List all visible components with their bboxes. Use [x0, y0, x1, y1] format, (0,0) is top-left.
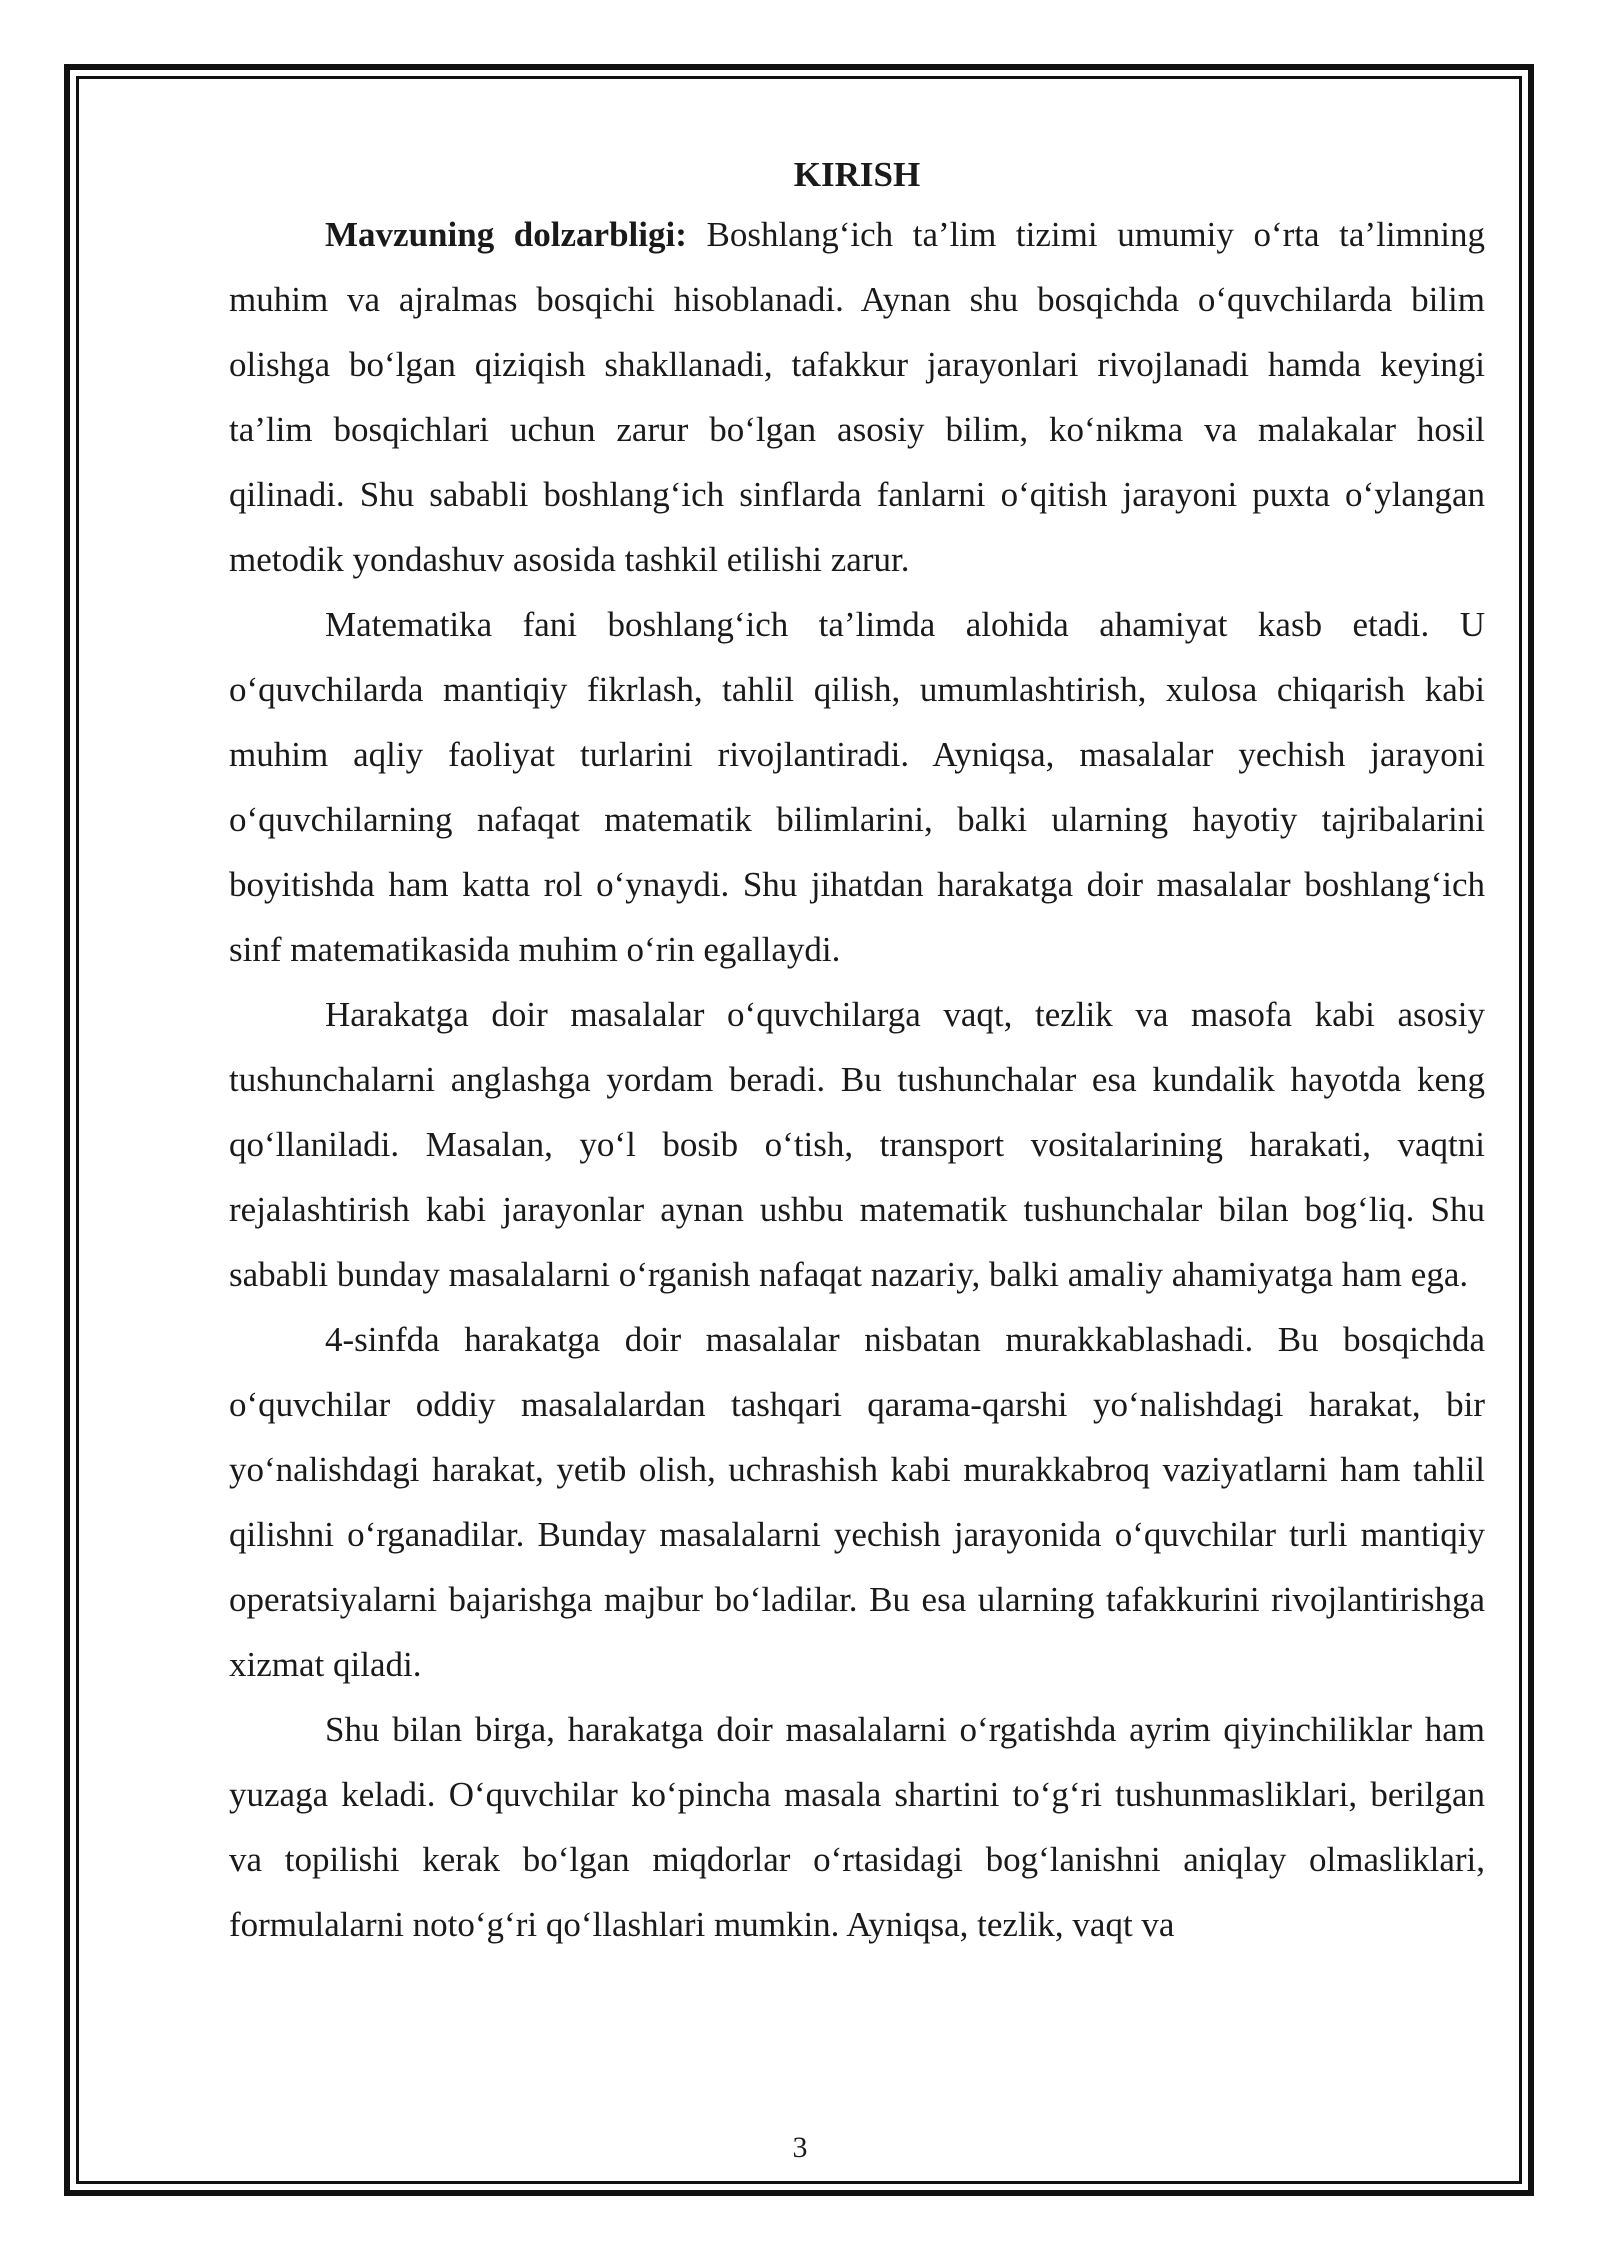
section-heading: KIRISH — [793, 155, 921, 194]
paragraph-text: 4-sinfda harakatga doir masalalar nisbatan murakkablashadi. Bu bosqichda o‘quvchilar oddiy masalalardan tashqari qarama-qarshi yo‘nalishdagi harakat, bir yo‘nalishdagi harakat, yetib olish, uchrashish kabi murakkabroq vaziyatlarni ham tahlil qilishni o‘rganadilar. Bunday masalalarni yechish jarayonida o‘quvchilar turli mantiqiy operatsiyalarni bajarishga majbur bo‘ladilar. Bu esa ularning tafakkurini rivojlantirishga xizmat qiladi. — [229, 1320, 1485, 1684]
paragraph-lead-label: Mavzuning dolzarbligi: — [325, 215, 687, 254]
paragraph-text: Shu bilan birga, harakatga doir masalalarni o‘rgatishda ayrim qiyinchiliklar ham yuzaga keladi. O‘quvchilar ko‘pincha masala shartini to‘g‘ri tushunmasliklari, berilgan va topilishi kerak bo‘lgan miqdorlar o‘rtasidagi bog‘lanishni aniqlay olmasliklari, formulalarni noto‘g‘ri qo‘llashlari mumkin. Ayniqsa, tezlik, vaqt va — [229, 1710, 1485, 1944]
paragraph-motion-problems — [229, 982, 1485, 1307]
paragraph-relevance — [229, 202, 1485, 592]
paragraph-difficulties — [229, 1697, 1485, 1957]
document-body — [229, 148, 1485, 1957]
paragraph-mathematics — [229, 592, 1485, 982]
page-number: 3 — [792, 2131, 808, 2164]
paragraph-text: Harakatga doir masalalar o‘quvchilarga vaqt, tezlik va masofa kabi asosiy tushunchalarni anglashga yordam beradi. Bu tushunchalar esa kundalik hayotda keng qo‘llaniladi. Masalan, yo‘l bosib o‘tish, transport vositalarining harakati, vaqtni rejalashtirish kabi jarayonlar aynan ushbu matematik tushunchalar bilan bog‘liq. Shu sababli bunday masalalarni o‘rganish nafaqat nazariy, balki amaliy ahamiyatga ham ega. — [229, 995, 1485, 1294]
paragraph-grade-4 — [229, 1307, 1485, 1697]
paragraph-text: Boshlang‘ich ta’lim tizimi umumiy o‘rta ta’limning muhim va ajralmas bosqichi hisoblanadi. Aynan shu bosqichda o‘quvchilarda bilim olishga bo‘lgan qiziqish shakllanadi, tafakkur jarayonlari rivojlanadi hamda keyingi ta’lim bosqichlari uchun zarur bo‘lgan asosiy bilim, ko‘nikma va malakalar hosil qilinadi. Shu sababli boshlang‘ich sinflarda fanlarni o‘qitish jarayoni puxta o‘ylangan metodik yondashuv asosida tashkil etilishi zarur. — [229, 215, 1485, 579]
paragraph-text: Matematika fani boshlang‘ich ta’limda alohida ahamiyat kasb etadi. U o‘quvchilarda mantiqiy fikrlash, tahlil qilish, umumlashtirish, xulosa chiqarish kabi muhim aqliy faoliyat turlarini rivojlantiradi. Ayniqsa, masalalar yechish jarayoni o‘quvchilarning nafaqat matematik bilimlarini, balki ularning hayotiy tajribalarini boyitishda ham katta rol o‘ynaydi. Shu jihatdan harakatga doir masalalar boshlang‘ich sinf matematikasida muhim o‘rin egallaydi. — [229, 605, 1485, 969]
